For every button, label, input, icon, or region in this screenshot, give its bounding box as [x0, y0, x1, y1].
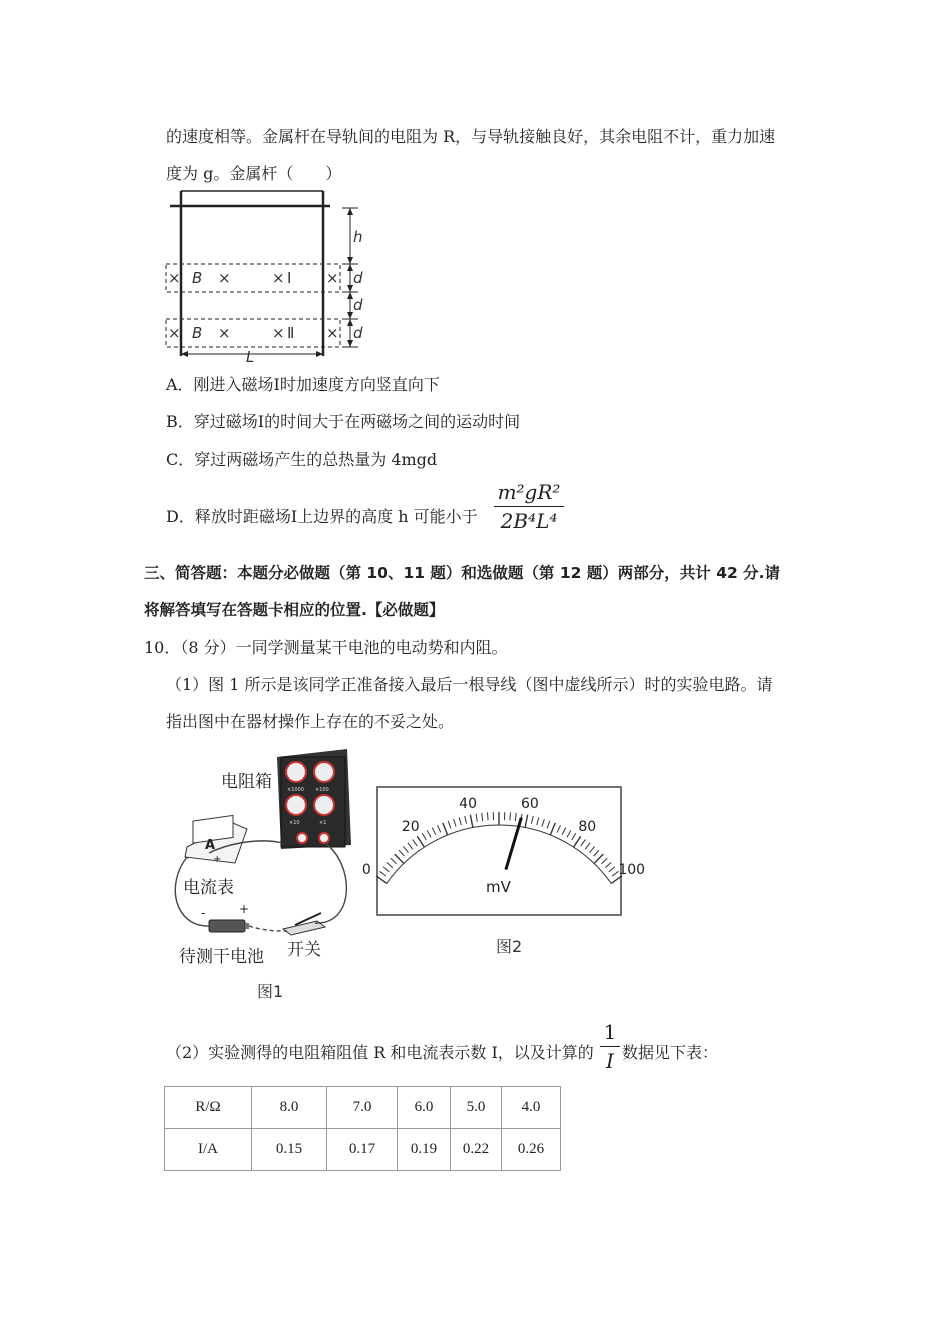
data-table	[164, 1086, 561, 1171]
meter-scale-label: 60	[520, 795, 539, 812]
rails-figure	[160, 186, 380, 366]
q10-part1-line-2: 指出图中在器材操作上存在的不妥之处。	[166, 712, 455, 731]
svg-text:d: d	[353, 296, 363, 314]
svg-text:-: -	[201, 906, 206, 920]
svg-text:×: ×	[326, 269, 339, 287]
svg-text:×100: ×100	[315, 787, 329, 793]
wire-final-dashed	[249, 926, 287, 931]
option-d: D．释放时距磁场Ⅰ上边界的高度 h 可能小于	[166, 507, 478, 526]
svg-text:×1000: ×1000	[287, 787, 304, 793]
ammeter	[185, 815, 247, 865]
svg-text:×: ×	[218, 269, 231, 287]
meter-scale-label: 100	[618, 862, 646, 879]
meter-tick	[510, 812, 511, 820]
label-field-1: Ⅰ	[287, 269, 292, 287]
svg-text:×: ×	[168, 269, 181, 287]
meter-scale-label: 0	[361, 862, 371, 879]
figure-2-caption: 图2	[496, 937, 523, 956]
label-B-1: B	[192, 269, 203, 287]
svg-text:×: ×	[168, 324, 181, 342]
svg-text:+: +	[239, 902, 250, 916]
q10-part2-text: （2）实验测得的电阻箱阻值 R 和电流表示数 I，以及计算的	[166, 1043, 594, 1062]
row-header-I: I/A	[165, 1129, 252, 1171]
svg-text:×: ×	[272, 324, 285, 342]
label-h: h	[353, 228, 363, 246]
svg-text:×: ×	[326, 324, 339, 342]
svg-text:×: ×	[218, 324, 231, 342]
intro-line-2: 度为 g。金属杆（ ）	[166, 164, 342, 183]
label-B-2: B	[192, 324, 203, 342]
svg-text:d: d	[353, 269, 363, 287]
row-header-R: R/Ω	[165, 1087, 252, 1129]
figure-1-circuit	[165, 745, 365, 1007]
table-row: I/A 0.15 0.17 0.19 0.22 0.26	[165, 1129, 561, 1171]
svg-text:d: d	[353, 324, 363, 342]
meter-scale-label: 40	[459, 795, 478, 812]
svg-text:-: -	[185, 853, 189, 864]
q10-part2-tail: 数据见下表：	[622, 1043, 719, 1062]
ammeter-label: 电流表	[183, 878, 234, 898]
meter-scale-label: 20	[401, 819, 420, 836]
wire-resistor-switch	[315, 843, 346, 923]
label-field-2: Ⅱ	[287, 324, 295, 342]
figure-1-caption: 图1	[257, 982, 284, 1001]
switch	[283, 913, 325, 935]
section-3-line-1: 三、简答题：本题分必做题（第 10、11 题）和选做题（第 12 题）两部分，共计 42 分.请	[144, 564, 781, 582]
meter-scale-label: 80	[578, 819, 597, 836]
q10-part2-fraction: 1 I	[600, 1020, 620, 1073]
option-a: A．刚进入磁场Ⅰ时加速度方向竖直向下	[166, 375, 440, 394]
ammeter-symbol: A	[205, 838, 216, 853]
option-d-fraction: m²gR² 2B⁴L⁴	[494, 480, 564, 533]
option-c: C．穿过两磁场产生的总热量为 4mgd	[166, 450, 438, 469]
resistor-box	[277, 749, 351, 849]
meter-tick	[487, 812, 488, 820]
label-L: L	[246, 348, 255, 366]
q10-part1-line-1: （1）图 1 所示是该同学正准备接入最后一根导线（图中虚线所示）时的实验电路。请	[166, 675, 773, 694]
switch-label: 开关	[287, 940, 321, 960]
figure-2-meter	[361, 786, 646, 956]
svg-text:×: ×	[272, 269, 285, 287]
table-row: R/Ω 8.0 7.0 6.0 5.0 4.0	[165, 1087, 561, 1129]
svg-text:+: +	[213, 854, 222, 865]
battery	[201, 902, 249, 932]
section-3-line-2: 将解答填写在答题卡相应的位置.【必做题】	[144, 601, 445, 619]
svg-text:×10: ×10	[289, 820, 300, 826]
svg-text:×1: ×1	[319, 820, 327, 826]
meter-unit: mV	[486, 878, 511, 896]
battery-label: 待测干电池	[179, 947, 264, 967]
intro-line-1: 的速度相等。金属杆在导轨间的电阻为 R，与导轨接触良好，其余电阻不计，重力加速	[166, 127, 776, 146]
q10-title: 10．（8 分）一同学测量某干电池的电动势和内阻。	[144, 638, 508, 657]
option-b: B．穿过磁场Ⅰ的时间大于在两磁场之间的运动时间	[166, 412, 521, 431]
resistor-box-label: 电阻箱	[221, 772, 272, 792]
